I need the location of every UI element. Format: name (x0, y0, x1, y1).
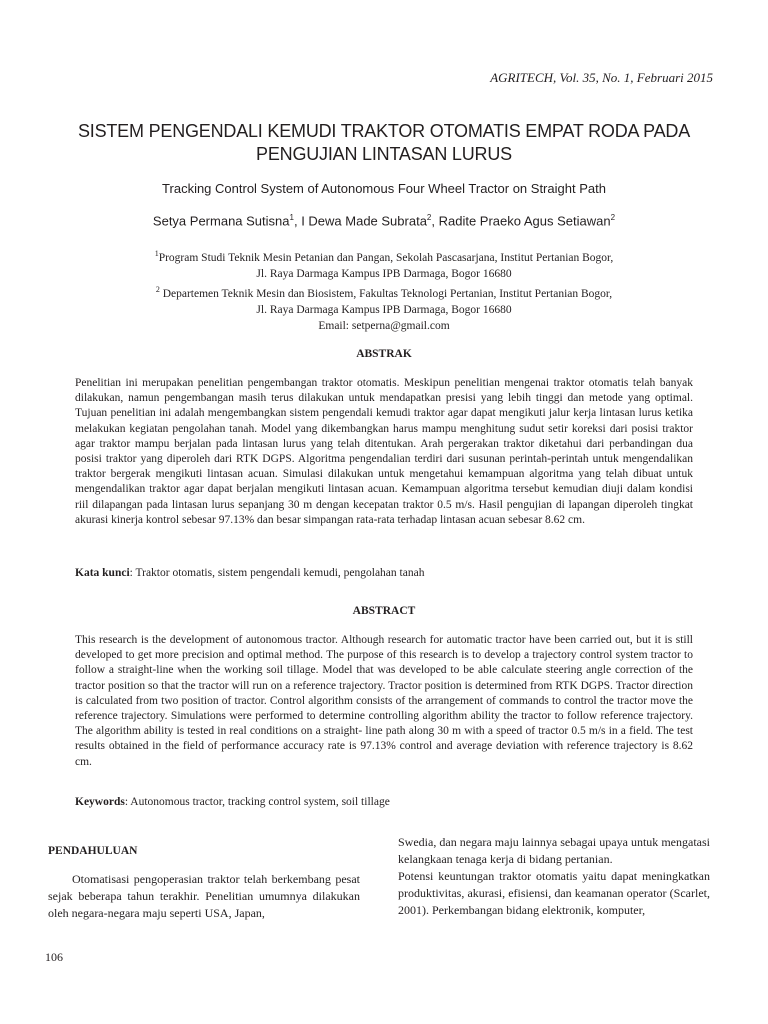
intro-paragraph-continued: Swedia, dan negara maju lainnya sebagai upaya untuk mengatasi kelangkaan tenaga kerja di bidang pertanian. (398, 835, 710, 866)
abstrak-heading: ABSTRAK (356, 348, 412, 360)
intro-left-column (48, 843, 360, 922)
author-email: Email: setperna@gmail.com (318, 319, 450, 332)
abstract-heading: ABSTRACT (352, 605, 416, 617)
affiliation-1-line-1: Program Studi Teknik Mesin Petanian dan Pangan, Sekolah Pascasarjana, Institut Pertanian Bogor, (158, 251, 614, 264)
abstract-body: This research is the development of autonomous tractor. Although research for automatic tractor have been carried out, but it is still developed to get more precision and optimal method. The purpose of this research is to develop a trajectory control system tractor to follow a straight-line when the working soil tillage. Model that was developed to be able calculate steering angle correction of the tractor position so that the tractor will run on a reference trajectory. Tractor position is determined from RTK DGPS. Tractor direction is calculated from two position of tractor. Control algorithm consists of the arrangement of commands to control the tractor move the reference trajectory. Simulations were performed to determine controlling algorithm ability the tractor to follow reference trajectory. The algorithm ability is tested in real conditions on a straight- line path along 30 m with a speed of tractor 0.5 m/s in a field. The test results obtained in the field of performance accuracy rate is 97.13% control and average deviation with reference trajectory is 8.62 cm. (75, 634, 693, 768)
kata-kunci-label: Kata kunci (75, 567, 130, 579)
author-affiliation-mark: 2 (426, 213, 432, 222)
kata-kunci (75, 567, 693, 579)
page-number: 106 (45, 950, 63, 964)
author-affiliation-mark: 2 (610, 213, 616, 222)
paper-title-line-1: SISTEM PENGENDALI KEMUDI TRAKTOR OTOMATIS EMPAT RODA PADA (77, 121, 691, 141)
kata-kunci-text: : Traktor otomatis, sistem pengendali kemudi, pengolahan tanah (129, 567, 425, 579)
affiliation-1 (60, 246, 708, 266)
affiliation-2-line-1: Departemen Teknik Mesin dan Biosistem, Fakultas Teknologi Pertanian, Institut Pertanian Bogor, (159, 287, 613, 300)
journal-header: AGRITECH, Vol. 35, No. 1, Februari 2015 (490, 70, 713, 85)
affiliation-mark: 2 (155, 284, 160, 294)
pendahuluan-heading: PENDAHULUAN (48, 845, 138, 857)
author-affiliation-mark: 1 (289, 213, 294, 222)
author-name: Setya Permana Sutisna (152, 213, 290, 229)
author-list: Setya Permana Sutisna$^1$, I Dewa Made Subrata$^2$, Radite Praeko Agus Setiawan$^2$ (152, 213, 616, 229)
keywords-label: Keywords (75, 796, 125, 808)
affiliations (60, 246, 708, 334)
paper-title (60, 120, 708, 166)
affiliation-1-line-2: Jl. Raya Darmaga Kampus IPB Darmaga, Bogor 16680 (256, 267, 512, 280)
affiliation-2-line-2: Jl. Raya Darmaga Kampus IPB Darmaga, Bogor 16680 (256, 303, 512, 316)
affiliation-mark: 1 (154, 249, 159, 258)
paper-subtitle: Tracking Control System of Autonomous Four Wheel Tractor on Straight Path (162, 181, 606, 196)
keywords (75, 796, 693, 808)
author-name: I Dewa Made Subrata (301, 213, 427, 229)
keywords-text: : Autonomous tractor, tracking control system, soil tillage (124, 796, 390, 808)
paper-title-line-2: PENGUJIAN LINTASAN LURUS (256, 144, 512, 164)
author-name: Radite Praeko Agus Setiawan (438, 213, 611, 229)
intro-right-column (398, 834, 710, 919)
abstrak-body: Penelitian ini merupakan penelitian pengembangan traktor otomatis. Meskipun penelitian mengenai traktor otomatis telah banyak dilakukan, namun pengembangan masih terus dilakukan untuk mendapatkan presisi yang lebih tinggi dan metode yang optimal. Tujuan penelitian ini adalah mengembangkan sistem pengendali kemudi traktor agar dapat mengikuti jalur kerja lintasan lurus ketika melakukan kegiatan pengolahan tanah. Model yang dikembangkan harus mampu menghitung sudut setir koreksi dari posisi traktor agar traktor mampu berjalan pada lintasan lurus yang telah ditentukan. Arah pergerakan traktor diketahui dari perbandingan dua posisi traktor yang diperoleh dari RTK DGPS. Algoritma pengendalian terdiri dari susunan perintah-perintah untuk mengendalikan traktor bergerak mengikuti lintasan acuan. Simulasi dilakukan untuk mengetahui kemampuan algoritma yang telah dibuat untuk mengendalikan traktor agar dapat berjalan mengikuti lintasan acuan. Kemampuan algoritma tersebut kemudian diuji dalam kondisi riil dilapangan pada lintasan lurus sepanjang 30 m dengan kecepatan traktor 0.5 m/s. Hasil pengujian di lapangan diperoleh tingkat akurasi kinerja kontrol sebesar 97.13% dan besar simpangan rata-rata terhadap lintasan acuan sebesar 8.62 cm. (75, 377, 693, 526)
affiliation-2 (60, 282, 708, 302)
intro-paragraph-1: Otomatisasi pengoperasian traktor telah berkembang pesat sejak beberapa tahun terakhir. Penelitian umumnya dilakukan oleh negara-negara maju seperti USA, Japan, (48, 872, 360, 920)
intro-paragraph-2: Potensi keuntungan traktor otomatis yaitu dapat meningkatkan produktivitas, akurasi, efisiensi, dan keamanan operator (Scarlet, 2001). Perkembangan bidang elektronik, komputer, (398, 869, 710, 917)
